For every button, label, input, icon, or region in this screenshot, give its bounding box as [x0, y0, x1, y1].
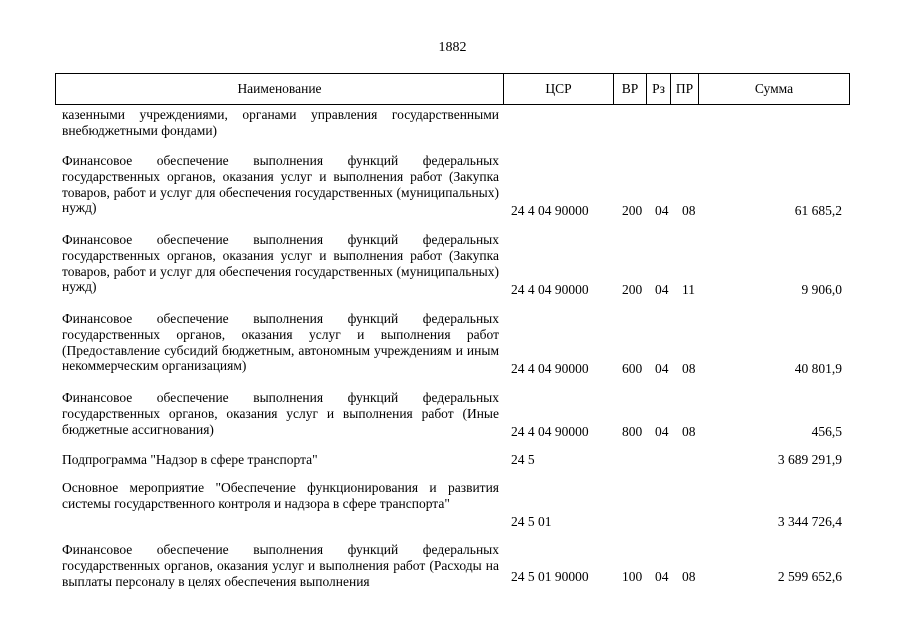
row-pr: 08 [682, 361, 696, 376]
column-header-name: Наименование [56, 74, 504, 104]
row-csr: 24 5 01 90000 [511, 569, 589, 584]
row-name: Финансовое обеспечение выполнения функций федеральных государственных органов, оказания услуг и выполнения работ (Расходы на выплаты персоналу в целях обеспечения выполнения [62, 542, 499, 589]
row-name: Основное мероприятие "Обеспечение функционирования и развития системы государственного контроля и надзора в сфере транспорта" [62, 480, 499, 511]
row-rz: 04 [655, 424, 669, 439]
row-rz: 04 [655, 203, 669, 218]
row-csr: 24 4 04 90000 [511, 424, 589, 439]
row-sum: 3 689 291,9 [777, 452, 842, 467]
row-pr: 08 [682, 569, 696, 584]
row-vr: 600 [622, 361, 643, 376]
column-header-csr: ЦСР [504, 74, 614, 104]
row-name: Финансовое обеспечение выполнения функций федеральных государственных органов, оказания услуг и выполнения работ (Иные бюджетные ассигнования) [62, 390, 499, 437]
row-name: Финансовое обеспечение выполнения функций федеральных государственных органов, оказания услуг и выполнения работ (Предоставление субсидий бюджетным, автономным учреждениям и иным некоммерческим организациям) [62, 311, 499, 374]
row-pr: 08 [682, 203, 696, 218]
row-sum: 61 685,2 [794, 203, 842, 218]
row-rz: 04 [655, 282, 669, 297]
row-name: казенными учреждениями, органами управления государственными внебюджетными фондами) [62, 107, 499, 138]
row-sum: 2 599 652,6 [777, 569, 842, 584]
row-vr: 800 [622, 424, 643, 439]
row-csr: 24 4 04 90000 [511, 361, 589, 376]
row-rz: 04 [655, 569, 669, 584]
row-name: Финансовое обеспечение выполнения функций федеральных государственных органов, оказания услуг и выполнения работ (Закупка товаров, работ и услуг для обеспечения государственных (муниципальных) нужд) [62, 153, 499, 216]
column-header-pr: ПР [671, 74, 699, 104]
page-number: 1882 [438, 40, 467, 55]
row-pr: 11 [682, 282, 695, 297]
row-rz: 04 [655, 361, 669, 376]
table-header [55, 73, 850, 105]
row-vr: 100 [622, 569, 643, 584]
row-sum: 456,5 [811, 424, 842, 439]
row-sum: 40 801,9 [794, 361, 842, 376]
row-vr: 200 [622, 282, 643, 297]
row-name: Подпрограмма "Надзор в сфере транспорта" [62, 452, 318, 467]
row-csr: 24 4 04 90000 [511, 203, 589, 218]
row-sum: 3 344 726,4 [777, 514, 842, 529]
row-sum: 9 906,0 [801, 282, 842, 297]
column-header-vr: ВР [614, 74, 647, 104]
row-pr: 08 [682, 424, 696, 439]
row-name: Финансовое обеспечение выполнения функций федеральных государственных органов, оказания услуг и выполнения работ (Закупка товаров, работ и услуг для обеспечения государственных (муниципальных) нужд) [62, 232, 499, 295]
row-vr: 200 [622, 203, 643, 218]
row-csr: 24 5 01 [511, 514, 552, 529]
column-header-sum: Сумма [754, 81, 794, 96]
row-csr: 24 5 [511, 452, 535, 467]
column-header-rz: Рз [647, 74, 671, 104]
row-csr: 24 4 04 90000 [511, 282, 589, 297]
